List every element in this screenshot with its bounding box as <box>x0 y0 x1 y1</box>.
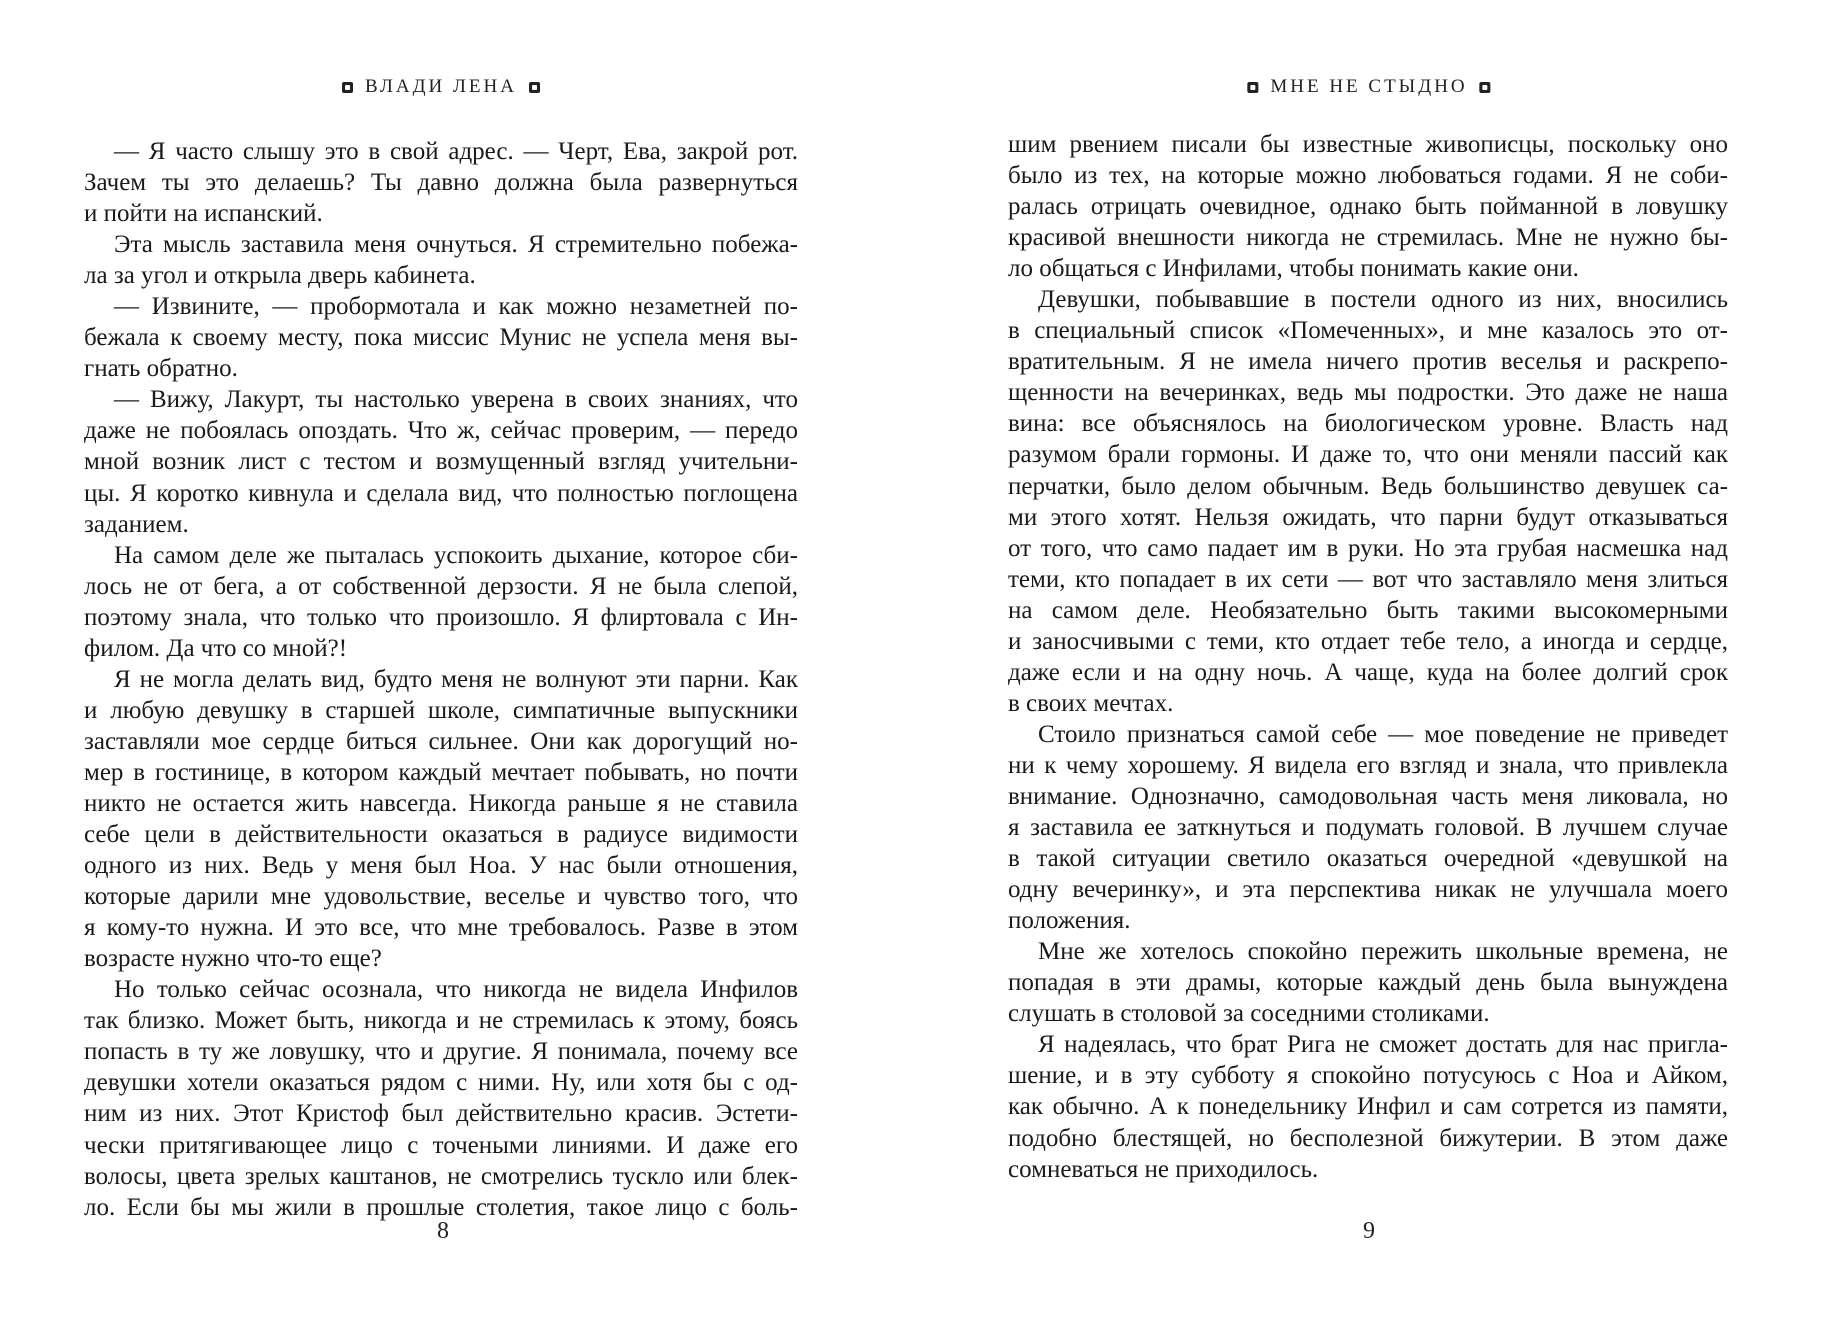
text-line: вина: все объяснялось на биологическом уровне. Власть над <box>1008 410 1728 438</box>
text-line: одну вечеринку», и эта перспектива никак не улучшала моего <box>1008 876 1728 904</box>
text-line: красивой внешности никогда не стремилась. Мне не нужно бы- <box>1008 224 1728 252</box>
left-text-column <box>84 136 798 1223</box>
text-line: вратительным. Я не имела ничего против веселья и раскрепо- <box>1008 348 1728 376</box>
text-line: я заставила ее заткнуться и подумать головой. В лучшем случае <box>1008 814 1728 842</box>
page-number-right: 9 <box>1363 1218 1375 1244</box>
text-line: мер в гостинице, в котором каждый мечтает побывать, но почти <box>84 758 798 786</box>
text-line: на самом деле. Необязательно быть такими высокомерными <box>1008 596 1728 624</box>
text-line: я кому-то нужна. И это все, что мне требовалось. Разве в этом <box>84 914 798 942</box>
text-line: себе цели в действительности оказаться в радиусе видимости <box>84 821 798 849</box>
text-line: бежала к своему месту, пока миссис Мунис не успела меня вы- <box>84 324 798 352</box>
text-line: — Вижу, Лакурт, ты настолько уверена в своих знаниях, что <box>114 386 798 414</box>
text-line: как обычно. А к понедельнику Инфил и сам сотрется из памяти, <box>1008 1093 1728 1121</box>
book-title: МНЕ НЕ СТЫДНО <box>1270 76 1468 97</box>
text-line: и пойти на испанский. <box>84 200 323 228</box>
text-line: ла за угол и открыла дверь кабинета. <box>84 262 476 290</box>
text-line: подобно блестящей, но бесполезной бижутерии. В этом даже <box>1008 1124 1728 1152</box>
text-line: ралась отрицать очевидное, однако быть пойманной в ловушку <box>1008 193 1728 221</box>
text-line: Но только сейчас осознала, что никогда не видела Инфилов <box>114 976 798 1004</box>
ornament-icon <box>1247 82 1258 93</box>
author-name: ВЛАДИ ЛЕНА <box>365 76 517 97</box>
text-line: и заносчивыми с теми, кто отдает тебе тело, а иногда и сердце, <box>1008 627 1728 655</box>
text-line: — Я часто слышу это в свой адрес. — Черт, Ева, закрой рот. <box>114 138 798 165</box>
text-line: заставляли мое сердце биться сильнее. Они как дорогущий но- <box>84 727 798 755</box>
text-line: внимание. Однозначно, самодовольная часть меня ликовала, но <box>1008 782 1728 810</box>
text-line: девушки хотели оказаться рядом с ними. Ну, или хотя бы с од- <box>84 1069 798 1097</box>
text-line: шим рвением писали бы известные живописцы, поскольку оно <box>1008 131 1728 158</box>
right-text-column <box>1008 129 1728 1185</box>
text-line: щенности на вечеринках, ведь мы подростки. Это даже не наша <box>1008 379 1728 407</box>
text-line: ми этого хотят. Нельзя ожидать, что парни будут отказываться <box>1008 503 1728 531</box>
text-line: шение, и в эту субботу я спокойно потусуюсь с Ноа и Айком, <box>1008 1062 1728 1090</box>
text-line: сомневаться не приходилось. <box>1008 1155 1319 1183</box>
text-line: поэтому знала, что только что произошло. Я флиртовала с Ин- <box>84 603 798 631</box>
text-line: слушать в столовой за соседними столиками. <box>1008 1000 1490 1028</box>
text-line: волосы, цвета зрелых каштанов, не смотрелись тускло или блек- <box>84 1162 798 1190</box>
text-line: которые дарили мне удовольствие, веселье и чувство того, что <box>84 883 798 911</box>
text-line: даже не побоялась опоздать. Что ж, сейчас проверим, — передо <box>84 417 798 445</box>
text-line: ло общаться с Инфилами, чтобы понимать какие они. <box>1008 255 1579 283</box>
text-line: так близко. Может быть, никогда и не стремилась к этому, боясь <box>84 1007 798 1035</box>
right-page <box>912 0 1824 1341</box>
page-number-left: 8 <box>437 1218 449 1244</box>
text-line: Стоило признаться самой себе — мое поведение не приведет <box>1038 720 1728 748</box>
ornament-icon <box>529 82 540 93</box>
text-line: возрасте нужно что-то еще? <box>84 945 382 973</box>
text-line: гнать обратно. <box>84 355 238 383</box>
text-line: На самом деле же пыталась успокоить дыхание, которое сби- <box>114 541 798 569</box>
text-line: от того, что само падает им в руки. Но эта грубая насмешка над <box>1008 534 1728 562</box>
text-line: ни к чему хорошему. Я видела его взгляд и знала, что привлекла <box>1008 751 1728 779</box>
text-line: чески притягивающее лицо с точеными линиями. И даже его <box>84 1131 798 1159</box>
text-line: мной возник лист с тестом и возмущенный взгляд учительни- <box>84 448 798 476</box>
running-head-left <box>330 72 552 102</box>
ornament-icon <box>342 82 353 93</box>
text-line: в специальный список «Помеченных», и мне казалось это от- <box>1008 317 1728 345</box>
text-line: было из тех, на которые можно любоваться годами. Я не соби- <box>1008 162 1728 190</box>
text-line: филом. Да что со мной?! <box>84 634 348 662</box>
text-line: разумом брали гормоны. И даже то, что они меняли пассий как <box>1008 441 1728 469</box>
text-line: попадая в эти драмы, которые каждый день была вынуждена <box>1008 969 1728 997</box>
running-head-right <box>1235 72 1502 102</box>
text-line: цы. Я коротко кивнула и сделала вид, что полностью поглощена <box>84 479 798 507</box>
text-line: Я надеялась, что брат Рига не сможет достать для нас пригла- <box>1038 1031 1728 1059</box>
text-line: теми, кто попадает в их сети — вот что заставляло меня злиться <box>1008 565 1728 593</box>
text-line: — Извините, — пробормотала и как можно незаметней по- <box>114 293 798 321</box>
text-line: и любую девушку в старшей школе, симпатичные выпускники <box>84 696 798 724</box>
text-line: даже если и на одну ночь. А чаще, куда на более долгий срок <box>1008 658 1728 686</box>
text-line: попасть в ту же ловушку, что и другие. Я понимала, почему все <box>84 1038 798 1066</box>
text-line: лось не от бега, а от собственной дерзости. Я не была слепой, <box>84 572 798 600</box>
text-line: Зачем ты это делаешь? Ты давно должна была развернуться <box>84 169 798 197</box>
text-line: заданием. <box>84 510 189 538</box>
ornament-icon <box>1480 82 1491 93</box>
left-page <box>0 0 900 1341</box>
text-line: ло. Если бы мы жили в прошлые столетия, такое лицо с боль- <box>84 1193 798 1221</box>
text-line: положения. <box>1008 907 1131 935</box>
text-line: одного из них. Ведь у меня был Ноа. У нас были отношения, <box>84 852 798 880</box>
text-line: никто не остается жить навсегда. Никогда раньше я не ставила <box>84 789 798 817</box>
text-line: перчатки, было делом обычным. Ведь большинство девушек са- <box>1008 472 1728 500</box>
text-line: Мне же хотелось спокойно пережить школьные времена, не <box>1038 938 1728 966</box>
text-line: в своих мечтах. <box>1008 689 1174 717</box>
text-line: Эта мысль заставила меня очнуться. Я стремительно побежа- <box>114 231 798 259</box>
text-line: ним из них. Этот Кристоф был действительно красив. Эстети- <box>84 1100 798 1128</box>
text-line: Я не могла делать вид, будто меня не волнуют эти парни. Как <box>114 665 798 693</box>
text-line: в такой ситуации светило оказаться очередной «девушкой на <box>1008 845 1728 873</box>
text-line: Девушки, побывавшие в постели одного из них, вносились <box>1038 286 1728 314</box>
